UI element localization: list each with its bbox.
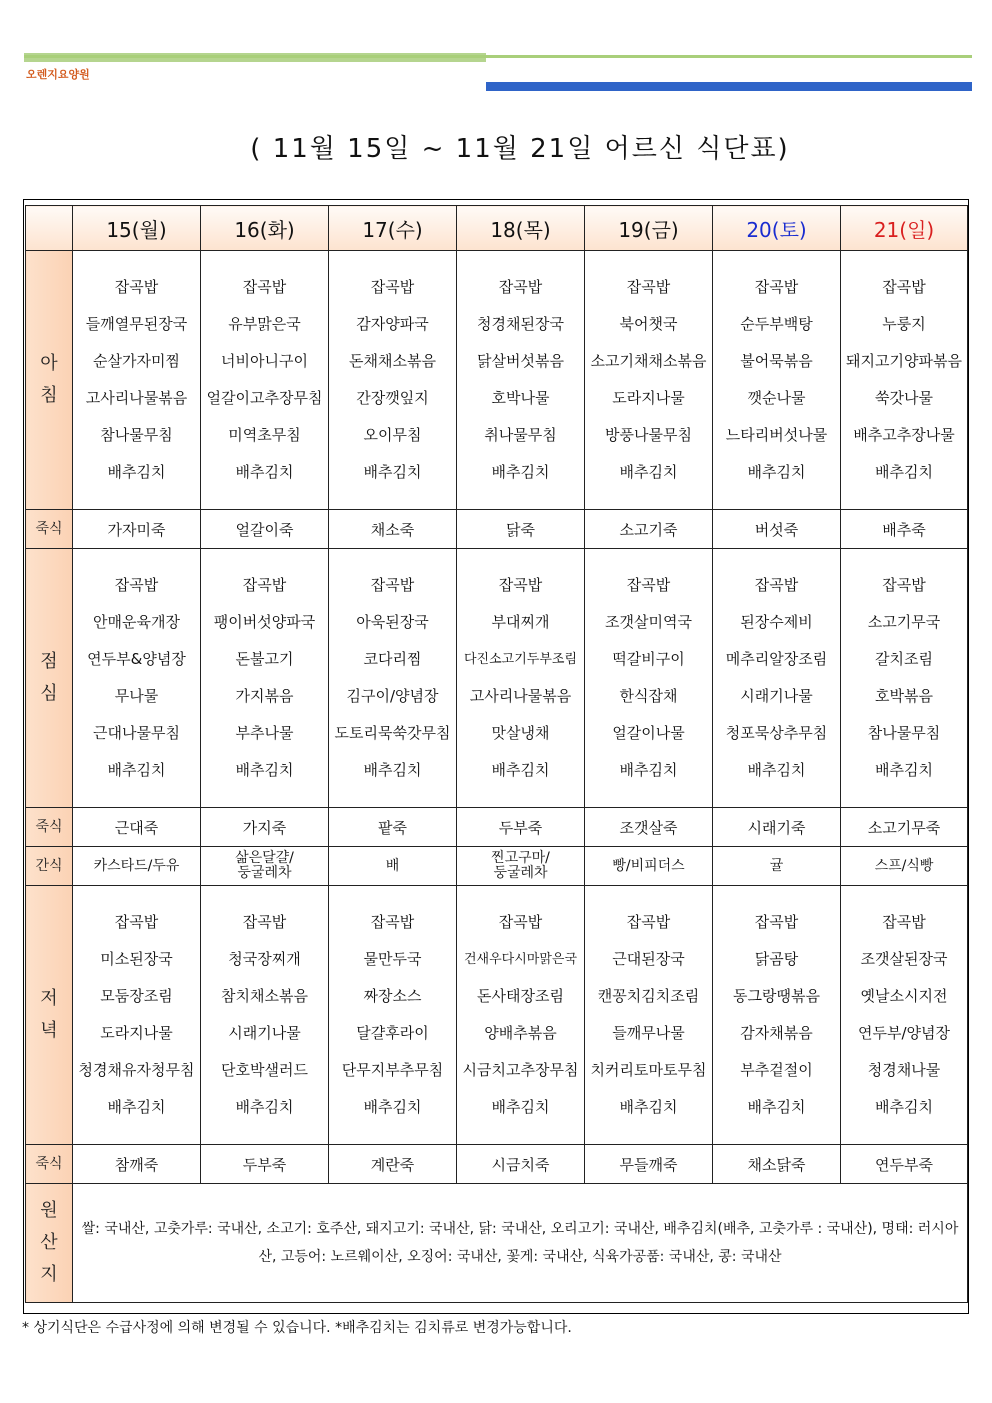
day-header: 21(일): [841, 206, 968, 251]
lunch-porridge-row: [26, 808, 968, 847]
day-header: 15(월): [73, 206, 201, 251]
dinner-porridge-cell: 채소닭죽: [713, 1145, 841, 1184]
origin-row: [26, 1184, 968, 1303]
day-header: 18(목): [457, 206, 585, 251]
dinner-cell: [73, 886, 201, 1145]
row-label-char: 산: [40, 1232, 58, 1253]
lunch-cell: [201, 549, 329, 808]
row-label-char: 점: [40, 651, 58, 672]
row-label-porridge: [26, 808, 73, 847]
snack-item: 삶은달걀/: [235, 850, 294, 866]
dinner-porridge-cell: 두부죽: [201, 1145, 329, 1184]
menu-item: 양배추볶음: [484, 1024, 557, 1042]
menu-item: 청경채된장국: [477, 315, 564, 333]
menu-item: 방풍나물무침: [605, 426, 692, 444]
menu-item: 감자양파국: [356, 315, 429, 333]
breakfast-cell: [841, 251, 968, 510]
menu-item: 도라지나물: [612, 389, 685, 407]
menu-item: 안매운육개장: [93, 613, 180, 631]
menu-item: 배추김치: [875, 463, 933, 481]
menu-item: 치커리토마토무침: [590, 1061, 707, 1079]
menu-item: 소고기채채소볶음: [590, 352, 707, 370]
lunch-cell: [329, 549, 457, 808]
lunch-cell: [457, 549, 585, 808]
breakfast-cell: [201, 251, 329, 510]
row-label-char: 저: [40, 988, 58, 1009]
menu-item: 청국장찌개: [228, 950, 301, 968]
row-label-char: 죽식: [35, 521, 63, 537]
menu-item: 배추김치: [235, 1098, 294, 1116]
menu-item: 배추김치: [235, 761, 294, 779]
menu-item: 단호박샐러드: [221, 1061, 308, 1079]
snack-cell: [457, 847, 585, 886]
menu-item: 메추리알장조림: [725, 650, 828, 668]
menu-item: 무나물: [114, 687, 159, 705]
breakfast-cell: [329, 251, 457, 510]
breakfast-porridge-cell: 닭죽: [457, 510, 585, 549]
dinner-cell: [713, 886, 841, 1145]
menu-item: 배추김치: [363, 463, 422, 481]
dinner-porridge-cell: 무들깨죽: [585, 1145, 713, 1184]
snack-row: [26, 847, 968, 886]
snack-cell: [585, 847, 713, 886]
row-label-char: 심: [40, 683, 58, 704]
menu-item: 깻순나물: [747, 389, 806, 407]
menu-item: 참나물무침: [867, 724, 941, 742]
dinner-cell: [457, 886, 585, 1145]
snack-cell: [73, 847, 201, 886]
menu-item: 배추김치: [747, 761, 806, 779]
menu-item: 잡곡밥: [626, 913, 671, 931]
menu-item: 청포묵상추무침: [725, 724, 828, 742]
row-label-lunch: [26, 549, 73, 808]
menu-item: 부대찌개: [491, 613, 550, 631]
lunch-cell: [713, 549, 841, 808]
menu-item: 도라지나물: [100, 1024, 173, 1042]
row-label-dinner: [26, 886, 73, 1145]
snack-item: 배: [385, 857, 400, 874]
menu-item: 달걀후라이: [356, 1024, 429, 1042]
menu-item: 북어챗국: [619, 315, 678, 333]
dinner-porridge-cell: 시금치죽: [457, 1145, 585, 1184]
row-label-char: 죽식: [35, 1156, 63, 1172]
menu-item: 잡곡밥: [114, 576, 159, 594]
breakfast-porridge-cell: 소고기죽: [585, 510, 713, 549]
menu-item: 잡곡밥: [882, 913, 926, 931]
menu-item: 아욱된장국: [356, 613, 429, 631]
menu-item: 배추김치: [491, 761, 550, 779]
dinner-porridge-cell: 참깨죽: [73, 1145, 201, 1184]
breakfast-cell: [713, 251, 841, 510]
menu-item: 시금치고추장무침: [462, 1061, 579, 1079]
menu-item: 들깨열무된장국: [85, 315, 188, 333]
menu-item: 잡곡밥: [114, 278, 159, 296]
menu-item: 돼지고기양파볶음: [846, 352, 962, 370]
menu-item: 청경채유자청무침: [78, 1061, 195, 1079]
breakfast-porridge-cell: 가자미죽: [73, 510, 201, 549]
snack-cell: [713, 847, 841, 886]
menu-item: 참치채소볶음: [221, 987, 308, 1005]
menu-item: 배추김치: [619, 463, 678, 481]
menu-table: [25, 205, 968, 1303]
menu-item: 부추나물: [235, 724, 294, 742]
menu-item: 유부맑은국: [228, 315, 301, 333]
menu-item: 미소된장국: [100, 950, 173, 968]
row-label-char: 원: [40, 1200, 58, 1221]
menu-item: 배추김치: [107, 1098, 166, 1116]
menu-item: 도토리묵쑥갓무침: [334, 724, 451, 742]
lunch-porridge-cell: 팥죽: [329, 808, 457, 847]
dinner-cell: [201, 886, 329, 1145]
dinner-porridge-row: [26, 1145, 968, 1184]
origin-text: 쌀: 국내산, 고춧가루: 국내산, 소고기: 호주산, 돼지고기: 국내산, 닭: 국내산, 오리고기: 국내산, 배추김치(배추, 고춧가루 : 국내산), 명태: 러시아산, 고등어: 노르웨이산, 오징어: 국내산, 꽃게: 국내산, 식육가공품: 국내산, 콩: 국내산: [73, 1184, 968, 1303]
menu-item: 잡곡밥: [754, 913, 799, 931]
day-header: 16(화): [201, 206, 329, 251]
menu-item: 팽이버섯양파국: [213, 613, 316, 631]
lunch-porridge-cell: 시래기죽: [713, 808, 841, 847]
menu-item: 얼갈이고추장무침: [206, 389, 323, 407]
menu-item: 느타리버섯나물: [725, 426, 828, 444]
menu-item: 잡곡밥: [498, 576, 543, 594]
row-label-char: 침: [40, 385, 58, 406]
footnote: * 상기식단은 수급사정에 의해 변경될 수 있습니다. *배추김치는 김치류로 변경가능합니다.: [22, 1320, 572, 1336]
menu-item: 배추김치: [747, 1098, 806, 1116]
menu-item: 고사리나물볶음: [85, 389, 188, 407]
menu-item: 청경채나물: [867, 1061, 941, 1079]
menu-item: 배추김치: [235, 463, 294, 481]
org-name: 오렌지요양원: [26, 68, 90, 81]
lunch-porridge-cell: 조갯살죽: [585, 808, 713, 847]
lunch-cell: [841, 549, 968, 808]
menu-item: 불어묵볶음: [740, 352, 813, 370]
snack-item: 카스타드/두유: [93, 857, 180, 874]
menu-item: 모둠장조림: [100, 987, 173, 1005]
snack-item: 귤: [769, 857, 784, 874]
menu-item: 시래기나물: [740, 687, 813, 705]
snack-item: 스프/식빵: [874, 857, 934, 874]
menu-item: 된장수제비: [740, 613, 813, 631]
dinner-cell: [585, 886, 713, 1145]
menu-item: 배추김치: [107, 761, 166, 779]
dinner-porridge-cell: 연두부죽: [841, 1145, 968, 1184]
menu-item: 잡곡밥: [242, 913, 287, 931]
menu-item: 고사리나물볶음: [469, 687, 572, 705]
menu-item: 간장깻잎지: [356, 389, 429, 407]
breakfast-porridge-cell: 얼갈이죽: [201, 510, 329, 549]
menu-item: 너비아니구이: [221, 352, 308, 370]
header-bar-blue: [486, 82, 972, 91]
dinner-porridge-cell: 계란죽: [329, 1145, 457, 1184]
menu-item: 들깨무나물: [612, 1024, 685, 1042]
lunch-row: [26, 549, 968, 808]
menu-item: 잡곡밥: [498, 913, 543, 931]
lunch-porridge-cell: 가지죽: [201, 808, 329, 847]
snack-item: 찐고구마/: [491, 850, 550, 866]
menu-item: 얼갈이나물: [612, 724, 685, 742]
menu-item: 물만두국: [363, 950, 422, 968]
breakfast-cell: [585, 251, 713, 510]
snack-item: 빵/비피더스: [612, 857, 685, 874]
lunch-cell: [73, 549, 201, 808]
row-label-origin: [26, 1184, 73, 1303]
menu-item: 미역초무침: [228, 426, 301, 444]
menu-item: 가지볶음: [235, 687, 294, 705]
menu-item: 돈불고기: [235, 650, 294, 668]
menu-item: 호박나물: [491, 389, 550, 407]
menu-item: 배추김치: [491, 1098, 550, 1116]
menu-item: 잡곡밥: [882, 576, 926, 594]
row-label-breakfast: [26, 251, 73, 510]
menu-item: 순두부백탕: [740, 315, 813, 333]
menu-item: 시래기나물: [228, 1024, 301, 1042]
menu-item: 돈채채소볶음: [349, 352, 436, 370]
lunch-porridge-cell: 근대죽: [73, 808, 201, 847]
menu-item: 배추김치: [875, 761, 933, 779]
menu-item: 잡곡밥: [754, 278, 799, 296]
menu-item: 근대나물무침: [93, 724, 180, 742]
breakfast-porridge-row: [26, 510, 968, 549]
row-label-char: 녁: [40, 1020, 58, 1041]
menu-item: 소고기무국: [867, 613, 941, 631]
row-label-snack: [26, 847, 73, 886]
menu-item: 떡갈비구이: [612, 650, 685, 668]
menu-item: 잡곡밥: [626, 576, 671, 594]
menu-item: 부추겉절이: [740, 1061, 813, 1079]
menu-item: 짜장소스: [363, 987, 422, 1005]
menu-item: 순살가자미찜: [93, 352, 180, 370]
menu-item: 배추김치: [363, 761, 422, 779]
menu-item: 참나물무침: [100, 426, 173, 444]
dinner-cell: [329, 886, 457, 1145]
menu-item: 배추고추장나물: [853, 426, 955, 444]
menu-item: 잡곡밥: [754, 576, 799, 594]
breakfast-cell: [73, 251, 201, 510]
page-title: ( 11월 15일 ~ 11월 21일 어르신 식단표): [250, 134, 790, 164]
menu-item: 코다리찜: [363, 650, 422, 668]
snack-cell: [841, 847, 968, 886]
menu-item: 맛살냉채: [491, 724, 550, 742]
header-row: [26, 206, 968, 251]
menu-item: 연두부&양념장: [87, 650, 186, 668]
lunch-cell: [585, 549, 713, 808]
breakfast-cell: [457, 251, 585, 510]
row-label-char: 죽식: [35, 819, 63, 835]
menu-item: 잡곡밥: [626, 278, 671, 296]
menu-item: 다진소고기두부조림: [463, 652, 578, 667]
menu-item: 캔꽁치김치조림: [597, 987, 700, 1005]
menu-item: 잡곡밥: [370, 278, 415, 296]
row-label-char: 지: [40, 1264, 58, 1285]
menu-item: 오이무침: [363, 426, 422, 444]
header-line-green: [24, 55, 972, 58]
day-header: 17(수): [329, 206, 457, 251]
menu-item: 닭살버섯볶음: [477, 352, 564, 370]
menu-item: 배추김치: [619, 1098, 678, 1116]
menu-item: 잡곡밥: [882, 278, 926, 296]
menu-item: 배추김치: [747, 463, 806, 481]
menu-item: 한식잡채: [619, 687, 678, 705]
menu-item: 조갯살미역국: [605, 613, 692, 631]
menu-item: 배추김치: [363, 1098, 422, 1116]
row-label-porridge: [26, 510, 73, 549]
menu-item: 잡곡밥: [370, 576, 415, 594]
menu-item: 누룽지: [882, 315, 926, 333]
menu-item: 옛날소시지전: [860, 987, 948, 1005]
menu-item: 호박볶음: [875, 687, 933, 705]
menu-item: 배추김치: [619, 761, 678, 779]
dinner-row: [26, 886, 968, 1145]
lunch-porridge-cell: 두부죽: [457, 808, 585, 847]
menu-item: 취나물무침: [484, 426, 557, 444]
lunch-porridge-cell: 소고기무죽: [841, 808, 968, 847]
breakfast-porridge-cell: 배추죽: [841, 510, 968, 549]
row-label-porridge: [26, 1145, 73, 1184]
menu-item: 배추김치: [491, 463, 550, 481]
menu-item: 쑥갓나물: [875, 389, 933, 407]
menu-item: 건새우다시마맑은국: [463, 952, 578, 967]
corner-cell: [26, 206, 73, 251]
menu-item: 갈치조림: [875, 650, 933, 668]
snack-item: 둥굴레차: [493, 865, 548, 881]
row-label-char: 간식: [35, 858, 63, 874]
snack-item: 둥굴레차: [237, 865, 292, 881]
menu-item: 잡곡밥: [242, 278, 287, 296]
menu-item: 잡곡밥: [114, 913, 159, 931]
breakfast-porridge-cell: 버섯죽: [713, 510, 841, 549]
menu-item: 배추김치: [107, 463, 166, 481]
menu-item: 닭곰탕: [754, 950, 799, 968]
menu-item: 잡곡밥: [498, 278, 543, 296]
menu-item: 연두부/양념장: [858, 1024, 950, 1042]
menu-item: 단무지부추무침: [341, 1061, 444, 1079]
day-header: 19(금): [585, 206, 713, 251]
menu-item: 돈사태장조림: [477, 987, 564, 1005]
menu-item: 배추김치: [875, 1098, 933, 1116]
menu-item: 동그랑땡볶음: [733, 987, 820, 1005]
snack-cell: [201, 847, 329, 886]
breakfast-porridge-cell: 채소죽: [329, 510, 457, 549]
menu-item: 잡곡밥: [370, 913, 415, 931]
day-header: 20(토): [713, 206, 841, 251]
menu-item: 김구이/양념장: [346, 687, 439, 705]
row-label-char: 아: [40, 353, 58, 374]
menu-item: 근대된장국: [612, 950, 685, 968]
dinner-cell: [841, 886, 968, 1145]
menu-item: 조갯살된장국: [860, 950, 948, 968]
snack-cell: [329, 847, 457, 886]
menu-item: 감자채볶음: [740, 1024, 813, 1042]
breakfast-row: [26, 251, 968, 510]
menu-item: 잡곡밥: [242, 576, 287, 594]
